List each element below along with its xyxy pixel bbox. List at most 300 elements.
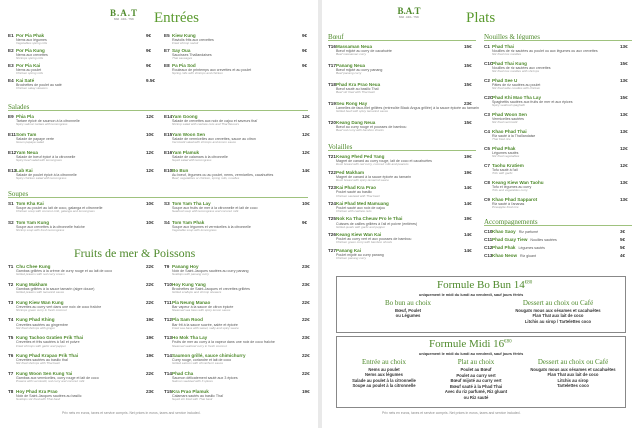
item-price: 15€ <box>464 63 472 68</box>
item-code: E8 <box>164 63 170 68</box>
item-desc: Brochettes de Saint-Jacques et crevettes grillées <box>172 287 250 291</box>
item-translation: Thai sausages <box>172 56 193 61</box>
item-translation: Chicken panang curry <box>336 256 367 260</box>
item-code: C8 <box>484 180 490 185</box>
midi-dessert-items <box>525 367 621 388</box>
item-desc: Légumes sautés <box>518 246 545 250</box>
brand-tagline: BAR · ASIA · THAI <box>114 18 134 21</box>
menu-item <box>328 120 476 133</box>
formule-bobun-title: Formule Bo Bun $14^{€80}$ <box>437 279 533 291</box>
item-name: Hoy Kung Yang <box>172 281 206 287</box>
item-desc: Magret de canard à la sauce épicée au tamarin <box>336 174 412 179</box>
item-name: Saumon grillé, sauce chimichurry <box>172 353 246 358</box>
item-price: 22€ <box>146 281 154 287</box>
item-name: Kung Kiew Wan Kung <box>16 299 64 305</box>
item-code: T13 <box>164 335 172 341</box>
menu-item <box>328 154 476 167</box>
item-desc: Gambas grillées à la crème de curry rouge et au lait de coco <box>16 269 113 274</box>
midi-plat-item: Avec du riz parfumé, Riz gluant <box>444 389 508 394</box>
item-name: Kiew Kung <box>172 33 196 38</box>
menu-item <box>164 317 314 330</box>
item-translation: Prawns with vermicelli, red curry and coconut milk <box>16 379 85 384</box>
item-code: T20 <box>328 120 336 125</box>
item-name: Kung Phad Khing <box>16 317 55 323</box>
item-price: 9€ <box>302 220 308 225</box>
item-translation: Grilled scallops and shrimp skewers <box>172 290 222 295</box>
item-translation: Spicy salmon tartare with lemongrass <box>16 122 68 127</box>
midi-plat-heading: Plat au choix <box>457 358 495 366</box>
item-price: 12€ <box>302 150 310 155</box>
menu-item <box>484 78 632 91</box>
item-translation: Squid salad with lemongrass <box>172 158 212 163</box>
menu-item <box>8 353 158 366</box>
item-name: Khao Saoy <box>492 229 516 234</box>
item-code: T5 <box>8 335 14 341</box>
accompagnements-rule <box>484 225 632 226</box>
volailles-heading: Volailles <box>328 143 353 151</box>
item-desc: Riz gluant <box>520 254 536 258</box>
boeuf-rule <box>328 40 476 41</box>
item-desc: Salade de papaye verte <box>16 137 54 142</box>
item-name: Tom Yam Kung <box>16 220 50 225</box>
item-desc: Tartare épicé de saumon à la citronnelle <box>16 119 80 124</box>
item-price: 19€ <box>464 216 472 222</box>
item-code: C10 <box>484 229 493 234</box>
menu-item <box>164 48 314 61</box>
midi-dessert-item: Tartelettes coco <box>557 382 589 388</box>
menu-item <box>164 201 314 214</box>
item-desc: Cuisses de cailles grillées à l'ail et poivre (entières) <box>336 221 418 226</box>
brand-tagline-right: BAR · ASIA · THAI <box>399 16 419 19</box>
menu-item <box>484 229 632 235</box>
item-price: 14€ <box>302 168 310 173</box>
item-name: Hoy Phad Kra Prao <box>16 388 58 394</box>
item-name: Phad Kra Prao Neua <box>336 82 381 87</box>
menu-item <box>328 170 476 183</box>
item-desc: Au bœuf, légumes ou au poulet, nems, vermicelles, cacahuètes <box>172 173 274 178</box>
item-translation: Stir fried rice noodles <box>492 52 522 57</box>
item-desc: Poulet mijoté au curry panang <box>336 252 384 257</box>
item-desc: Tofu et légumes au curry <box>492 185 532 190</box>
item-name: Kai Saté <box>16 78 35 83</box>
bobun-dessert-item: Flan Thaï aux lait de coco <box>532 313 584 319</box>
item-desc: Nems aux crevettes <box>16 53 48 58</box>
item-desc: Rouleaux de printemps aux crevettes et au poulet <box>172 68 252 73</box>
item-name: Kung Tachoo Gratien Prik Thai <box>16 335 84 341</box>
item-price: 13€ <box>620 44 628 49</box>
item-translation: Duck breast with spicy tamarind sauce <box>336 178 389 182</box>
item-code: C2C <box>484 95 494 100</box>
menu-item <box>8 220 158 233</box>
item-code: T11 <box>164 299 172 305</box>
menu-item <box>8 78 158 91</box>
item-desc: Magret de canard au curry rouge, lait de coco et cacahuètes <box>336 159 432 164</box>
item-price: 22€ <box>302 370 310 376</box>
item-translation: Stir fried shrimps with Thai basil <box>16 361 60 366</box>
item-code: E7 <box>164 48 170 53</box>
item-code: T22 <box>328 169 336 175</box>
item-price: 23€ <box>464 101 472 106</box>
item-desc: Raviolis frits aux crevettes <box>172 38 214 43</box>
item-code: T16 <box>328 44 336 49</box>
item-desc: Crevettes sautées au gingembre <box>16 322 68 327</box>
item-translation: Beef massaman curry <box>336 52 367 57</box>
item-translation: Stir fried wide noodles with chicken <box>492 86 541 91</box>
item-translation: Chicken soup with coconut milk, galanga and lemongrass <box>16 209 95 214</box>
item-name: Phad Woon Sen <box>492 112 527 117</box>
item-price: 5€ <box>620 237 626 242</box>
salades-heading: Salades <box>8 103 30 111</box>
item-translation: Scallops with panang curry <box>172 272 209 277</box>
bobun-dessert-heading: Dessert au choix ou Café <box>522 299 594 307</box>
item-name: Keang Kiew Wan Taohu <box>492 180 544 185</box>
menu-item <box>8 63 158 76</box>
item-translation: Spring rolls with shrimps and chicken <box>172 71 223 76</box>
item-desc: Bœuf mijoté au curry de cacahuète <box>336 49 392 54</box>
item-code: T4 <box>8 317 14 323</box>
item-price: 9€ <box>302 63 308 68</box>
menu-item <box>484 180 632 193</box>
menu-item <box>484 95 632 108</box>
menu-item <box>484 197 632 210</box>
item-name: Khao Phad Sapparot <box>492 197 538 202</box>
item-desc: Nems au poulet <box>16 68 42 73</box>
item-price: 14€ <box>464 185 472 191</box>
item-translation: Vermicelli salad with shrimps and lemon sauce <box>172 140 237 145</box>
item-name: Khao Phad Thai <box>492 129 527 134</box>
formule-midi-subtitle: uniquement le midi du lundi au vendredi, sauf jours fériés <box>419 352 524 356</box>
item-translation: Shrimp soup with fresh lemongrass <box>16 228 65 233</box>
midi-plat-items <box>433 367 519 400</box>
item-code: S2 <box>8 220 14 225</box>
item-code: C7 <box>484 163 490 168</box>
item-desc: Bar frit à la sauce sucrée, salée et épicée <box>172 322 238 327</box>
item-desc: Soupe aux fruits de mer à la citronnelle et lait de coco <box>172 206 258 211</box>
item-code: T2 <box>8 281 14 287</box>
item-price: 13€ <box>620 112 628 117</box>
item-desc: Poulet sauté au basilic <box>336 190 372 195</box>
menu-item <box>328 216 476 229</box>
item-price: 15€ <box>620 95 628 100</box>
item-code: C12 <box>484 245 493 250</box>
item-code: S4 <box>164 220 170 225</box>
item-price: 12€ <box>302 132 310 137</box>
item-desc: Nems aux légumes <box>16 38 47 43</box>
item-code: E3 <box>8 63 14 68</box>
item-name: Phad Cha <box>172 370 194 376</box>
item-translation: Chicken satay skewers <box>16 86 48 91</box>
formule-bobun-box <box>336 276 626 333</box>
item-price: 15€ <box>464 120 472 125</box>
item-price: 3€ <box>620 229 626 234</box>
item-translation: Salmon sautéed with 3 spices <box>172 379 213 384</box>
item-desc: Bœuf au curry rouge et pousses de bambou <box>336 125 407 130</box>
item-price: 15€ <box>464 82 472 87</box>
item-translation: Chicken green curry with bamboo shoots <box>336 240 393 245</box>
item-price: 22€ <box>146 370 154 376</box>
item-translation: Grilled quails with garlic and pepper <box>336 224 386 229</box>
item-name: Phad Guay Tiew <box>492 237 528 242</box>
item-translation: Pineapple fried rice <box>492 205 519 210</box>
menu-item <box>484 245 632 251</box>
item-translation: Beef panang curry <box>336 71 362 76</box>
formule-bobun-subtitle: uniquement le midi du lundi au vendredi, sauf jours fériés <box>419 293 524 297</box>
midi-dessert-heading: Dessert au choix ou Café <box>537 358 609 366</box>
item-desc: Bœuf mijoté au curry panang <box>336 68 383 73</box>
menu-item <box>328 185 476 198</box>
menu-item <box>8 132 158 145</box>
menu-item <box>164 114 314 127</box>
menu-item <box>8 335 158 348</box>
menu-item <box>8 282 158 295</box>
item-price: 22€ <box>146 264 154 269</box>
item-desc: Noix de Saint-Jacques sautées au basilic <box>16 393 82 398</box>
item-desc: Spaghettis sautées aux fruits de mer et aux épices <box>492 100 573 105</box>
item-price: 19€ <box>464 154 472 159</box>
menu-item <box>328 63 476 76</box>
right-menu-page <box>322 0 638 428</box>
menu-item <box>164 335 314 348</box>
item-name: Kung Phad Krapao Prik Thai <box>16 353 79 358</box>
item-code: E5 <box>164 33 170 38</box>
item-desc: Lamelles de faux-filet grillées (entrecôte Black Angus grillée) à la sauce épicée au tamarin <box>336 106 480 111</box>
midi-entree-item: Soupe au poulet à la citronnelle <box>352 382 416 388</box>
menu-item <box>164 353 314 366</box>
item-name: Lab Kai <box>16 168 33 173</box>
item-code: T10 <box>164 281 172 287</box>
item-code: T25 <box>328 216 336 222</box>
item-code: C4 <box>484 129 490 134</box>
item-desc: Gambas grillées à la sauce tamarin (aigre douce) <box>16 287 95 291</box>
menu-item <box>484 44 632 57</box>
item-code: T1 <box>8 264 14 269</box>
item-translation: Beef, vegetables or chicken, spring rolls, noodles <box>172 176 240 181</box>
item-translation: Grilled prawns with tamarind sauce <box>16 290 65 295</box>
item-code: T23 <box>328 185 336 191</box>
menu-item <box>8 300 158 313</box>
item-code: E9 <box>8 114 14 119</box>
item-code: S1 <box>8 201 14 206</box>
item-code: E1 <box>8 33 14 38</box>
menu-item <box>8 168 158 181</box>
bobun-dessert-items <box>503 308 613 324</box>
menu-item <box>8 317 158 330</box>
item-code: T14 <box>164 370 172 376</box>
item-price: 14€ <box>464 200 472 206</box>
item-code: C5 <box>484 146 490 151</box>
item-name: Say Oua <box>172 48 191 53</box>
item-price: 9€ <box>146 33 152 38</box>
item-price: 15€ <box>620 61 628 66</box>
item-price: 10€ <box>146 132 154 137</box>
item-price: 19€ <box>464 169 472 175</box>
item-price: 12€ <box>302 114 310 119</box>
item-desc: Bœuf sauté au basilic Thaï <box>336 87 379 92</box>
item-price: 13€ <box>620 197 628 202</box>
item-name: Pla Sam Rood <box>172 317 203 323</box>
midi-entree-item: Salade au poulet à la citronnelle <box>352 377 416 383</box>
formule-midi-title: Formule Midi $16^{€80}$ <box>429 338 512 350</box>
item-price: 9€ <box>302 33 308 38</box>
item-name: Massaman Neua <box>336 44 373 49</box>
bobun-choice-item: Bœuf, Poulet <box>394 308 422 313</box>
item-translation: Stir fried vegetables <box>492 154 520 159</box>
item-price: 22€ <box>146 299 154 305</box>
item-name: Kung Makham <box>16 281 48 287</box>
item-translation: Fried shrimps with garlic and pepper <box>16 343 66 348</box>
item-price: 12€ <box>146 114 154 119</box>
item-name: Yam Neua <box>16 150 38 155</box>
item-desc: Crevettes au curry vert dans une noix de coco fraîche <box>16 304 102 309</box>
item-desc: Riz parfumé <box>518 230 539 234</box>
item-name: Phad Thai Kung <box>492 61 527 66</box>
menu-item <box>164 132 314 145</box>
item-desc: Salade de bœuf épicé à la citronnelle <box>16 155 76 160</box>
item-translation: Tofu with garlic <box>492 171 513 176</box>
item-code: T15 <box>164 388 172 394</box>
nouilles-rule <box>484 40 632 41</box>
item-name: Phia Pla <box>16 114 34 119</box>
item-translation: Vegetable soup with lemongrass <box>172 228 217 233</box>
item-code: T18 <box>328 82 336 87</box>
item-name: Phad Khi Mao Tha Lay <box>492 95 542 100</box>
item-desc: Saumon délicatement sauté aux 3 épices <box>172 376 238 380</box>
item-translation: Green papaya salad <box>16 140 44 145</box>
item-name: Kai Phad Kra Prao <box>336 185 377 191</box>
item-desc: Soupe au poulet au lait de coco, galanga et citronnelle <box>16 206 103 211</box>
soupes-rule <box>8 197 308 198</box>
midi-dessert-item: Litchis au sirop <box>557 377 589 383</box>
menu-item <box>8 114 158 127</box>
item-translation: Shrimp salad with cashew nuts and Thai flavours <box>172 122 240 127</box>
menu-item <box>8 371 158 384</box>
item-translation: Chicken spring rolls <box>16 71 43 76</box>
item-name: Ped Makham <box>336 169 365 175</box>
right-footer: Prix nets en euros, taxes et service compris. Net prices in euros, taxes and service included. <box>382 411 521 415</box>
item-code: E16 <box>164 150 173 155</box>
item-desc: Pâtes de riz sautées au poulet <box>492 83 541 88</box>
entrees-title: Entrées <box>154 10 199 26</box>
item-code: C3 <box>484 112 490 117</box>
item-name: Nok Ka Tha Cheuw Pro le Thai <box>336 216 403 222</box>
item-desc: Crevettes et frits sautées à l'ail et poivre <box>16 340 80 345</box>
midi-plat-item: Poulet au Bœuf <box>460 367 492 372</box>
item-desc: Poulet sauté aux noix de cajou <box>336 206 385 210</box>
item-code: E15 <box>164 132 173 137</box>
item-price: 22€ <box>302 317 310 323</box>
menu-item <box>164 168 314 181</box>
item-desc: Riz sauté à la Thaïlandaise <box>492 134 536 139</box>
item-price: 13€ <box>620 78 628 83</box>
formule-midi-box <box>336 336 626 408</box>
bobun-choice-items <box>373 308 443 319</box>
item-desc: Nouilles sautées <box>530 238 557 242</box>
item-price: 13€ <box>620 129 628 134</box>
item-price: 14€ <box>464 247 472 253</box>
item-desc: Calamars sautés au basilic Thaï <box>172 393 224 398</box>
item-code: C13 <box>484 253 493 258</box>
item-desc: Nouilles de riz sautées aux crevettes <box>492 66 551 71</box>
item-desc: Noix de Saint-Jacques sautées au curry panang <box>172 269 249 274</box>
item-price: 12€ <box>146 168 154 173</box>
item-translation: Beef red curry with bamboo shoots <box>336 128 384 133</box>
item-desc: Crevettes sautées au basilic thaï <box>16 358 68 363</box>
menu-item <box>8 389 158 402</box>
menu-item <box>484 163 632 176</box>
item-desc: Salade de calamars à la citronnelle <box>172 155 228 160</box>
nouilles-heading: Nouilles & légumes <box>484 33 540 41</box>
item-translation: Vegetables spring rolls <box>16 41 48 46</box>
item-code: C2 <box>484 78 490 83</box>
menu-item <box>328 44 476 57</box>
item-name: Taohu Kratiem <box>492 163 524 168</box>
item-price: 22€ <box>302 353 310 358</box>
item-translation: Shrimps green curry in fresh coconut <box>16 308 67 312</box>
item-code: T24 <box>328 200 336 206</box>
item-code: C9 <box>484 197 490 202</box>
item-name: Chu Chee Kung <box>16 264 51 269</box>
menu-item <box>164 389 314 402</box>
item-name: Yam Goong <box>172 114 198 119</box>
midi-plat-item: Bœuf sauté à la Phad Thai <box>449 383 503 389</box>
item-name: Keang Dang Neua <box>336 120 376 125</box>
brand-logo <box>98 8 150 28</box>
item-code: E2 <box>8 48 14 53</box>
item-desc: Soupe aux légumes et vermicelles à la citronnelle <box>172 225 251 230</box>
item-name: Pa Pia Sod <box>172 63 196 68</box>
item-translation: Spicy beef salad with lemongrass <box>16 158 62 163</box>
item-code: E13 <box>8 168 17 173</box>
item-code: T7 <box>8 370 14 376</box>
item-code: C1 <box>484 44 490 49</box>
item-price: 12€ <box>620 146 628 151</box>
item-translation: Duck breast with red curry, coconut milk and peanuts <box>336 162 409 167</box>
item-translation: Stir fried rice noodles with shrimps <box>492 69 540 74</box>
item-translation: Stir fried vermicelli <box>492 120 518 125</box>
accompagnements-heading: Accompagnements <box>484 218 538 226</box>
item-price: 19€ <box>146 335 154 341</box>
item-price: 10€ <box>302 201 310 206</box>
item-translation: Seafood soup with lemongrass and coconut milk <box>172 209 239 214</box>
item-desc: Légumes sautés <box>492 151 519 156</box>
menu-item <box>8 33 158 46</box>
item-name: Phad Thai <box>492 44 514 49</box>
item-translation: Scallops stir fried with Thai basil <box>16 397 61 401</box>
item-name: Phad See U <box>492 78 518 83</box>
item-price: 14€ <box>464 232 472 237</box>
item-desc: Salade de vermicelles aux crevettes, sauce au citron <box>172 137 256 142</box>
item-code: T6 <box>8 353 14 358</box>
item-code: T27 <box>328 247 336 253</box>
item-name: Panang Kai <box>336 247 362 253</box>
menu-item <box>164 150 314 163</box>
left-menu-page <box>2 0 318 428</box>
menu-item <box>164 220 314 233</box>
soupes-heading: Soupes <box>8 190 29 198</box>
item-price: 19€ <box>146 353 154 358</box>
item-name: Ho Mok Tha Lay <box>172 335 208 341</box>
item-desc: Gambas aux vermicelles, curry rouge et lait de coco <box>16 376 99 380</box>
menu-item <box>164 371 314 384</box>
menu-item <box>484 146 632 159</box>
volailles-rule <box>328 150 476 151</box>
midi-entree-item: Nems aux légumes <box>365 372 403 378</box>
menu-item <box>164 63 314 76</box>
item-name: Bo Bun <box>172 168 189 173</box>
menu-item <box>484 112 632 125</box>
menu-item <box>328 101 480 114</box>
item-name: Khao Neow <box>492 253 518 258</box>
